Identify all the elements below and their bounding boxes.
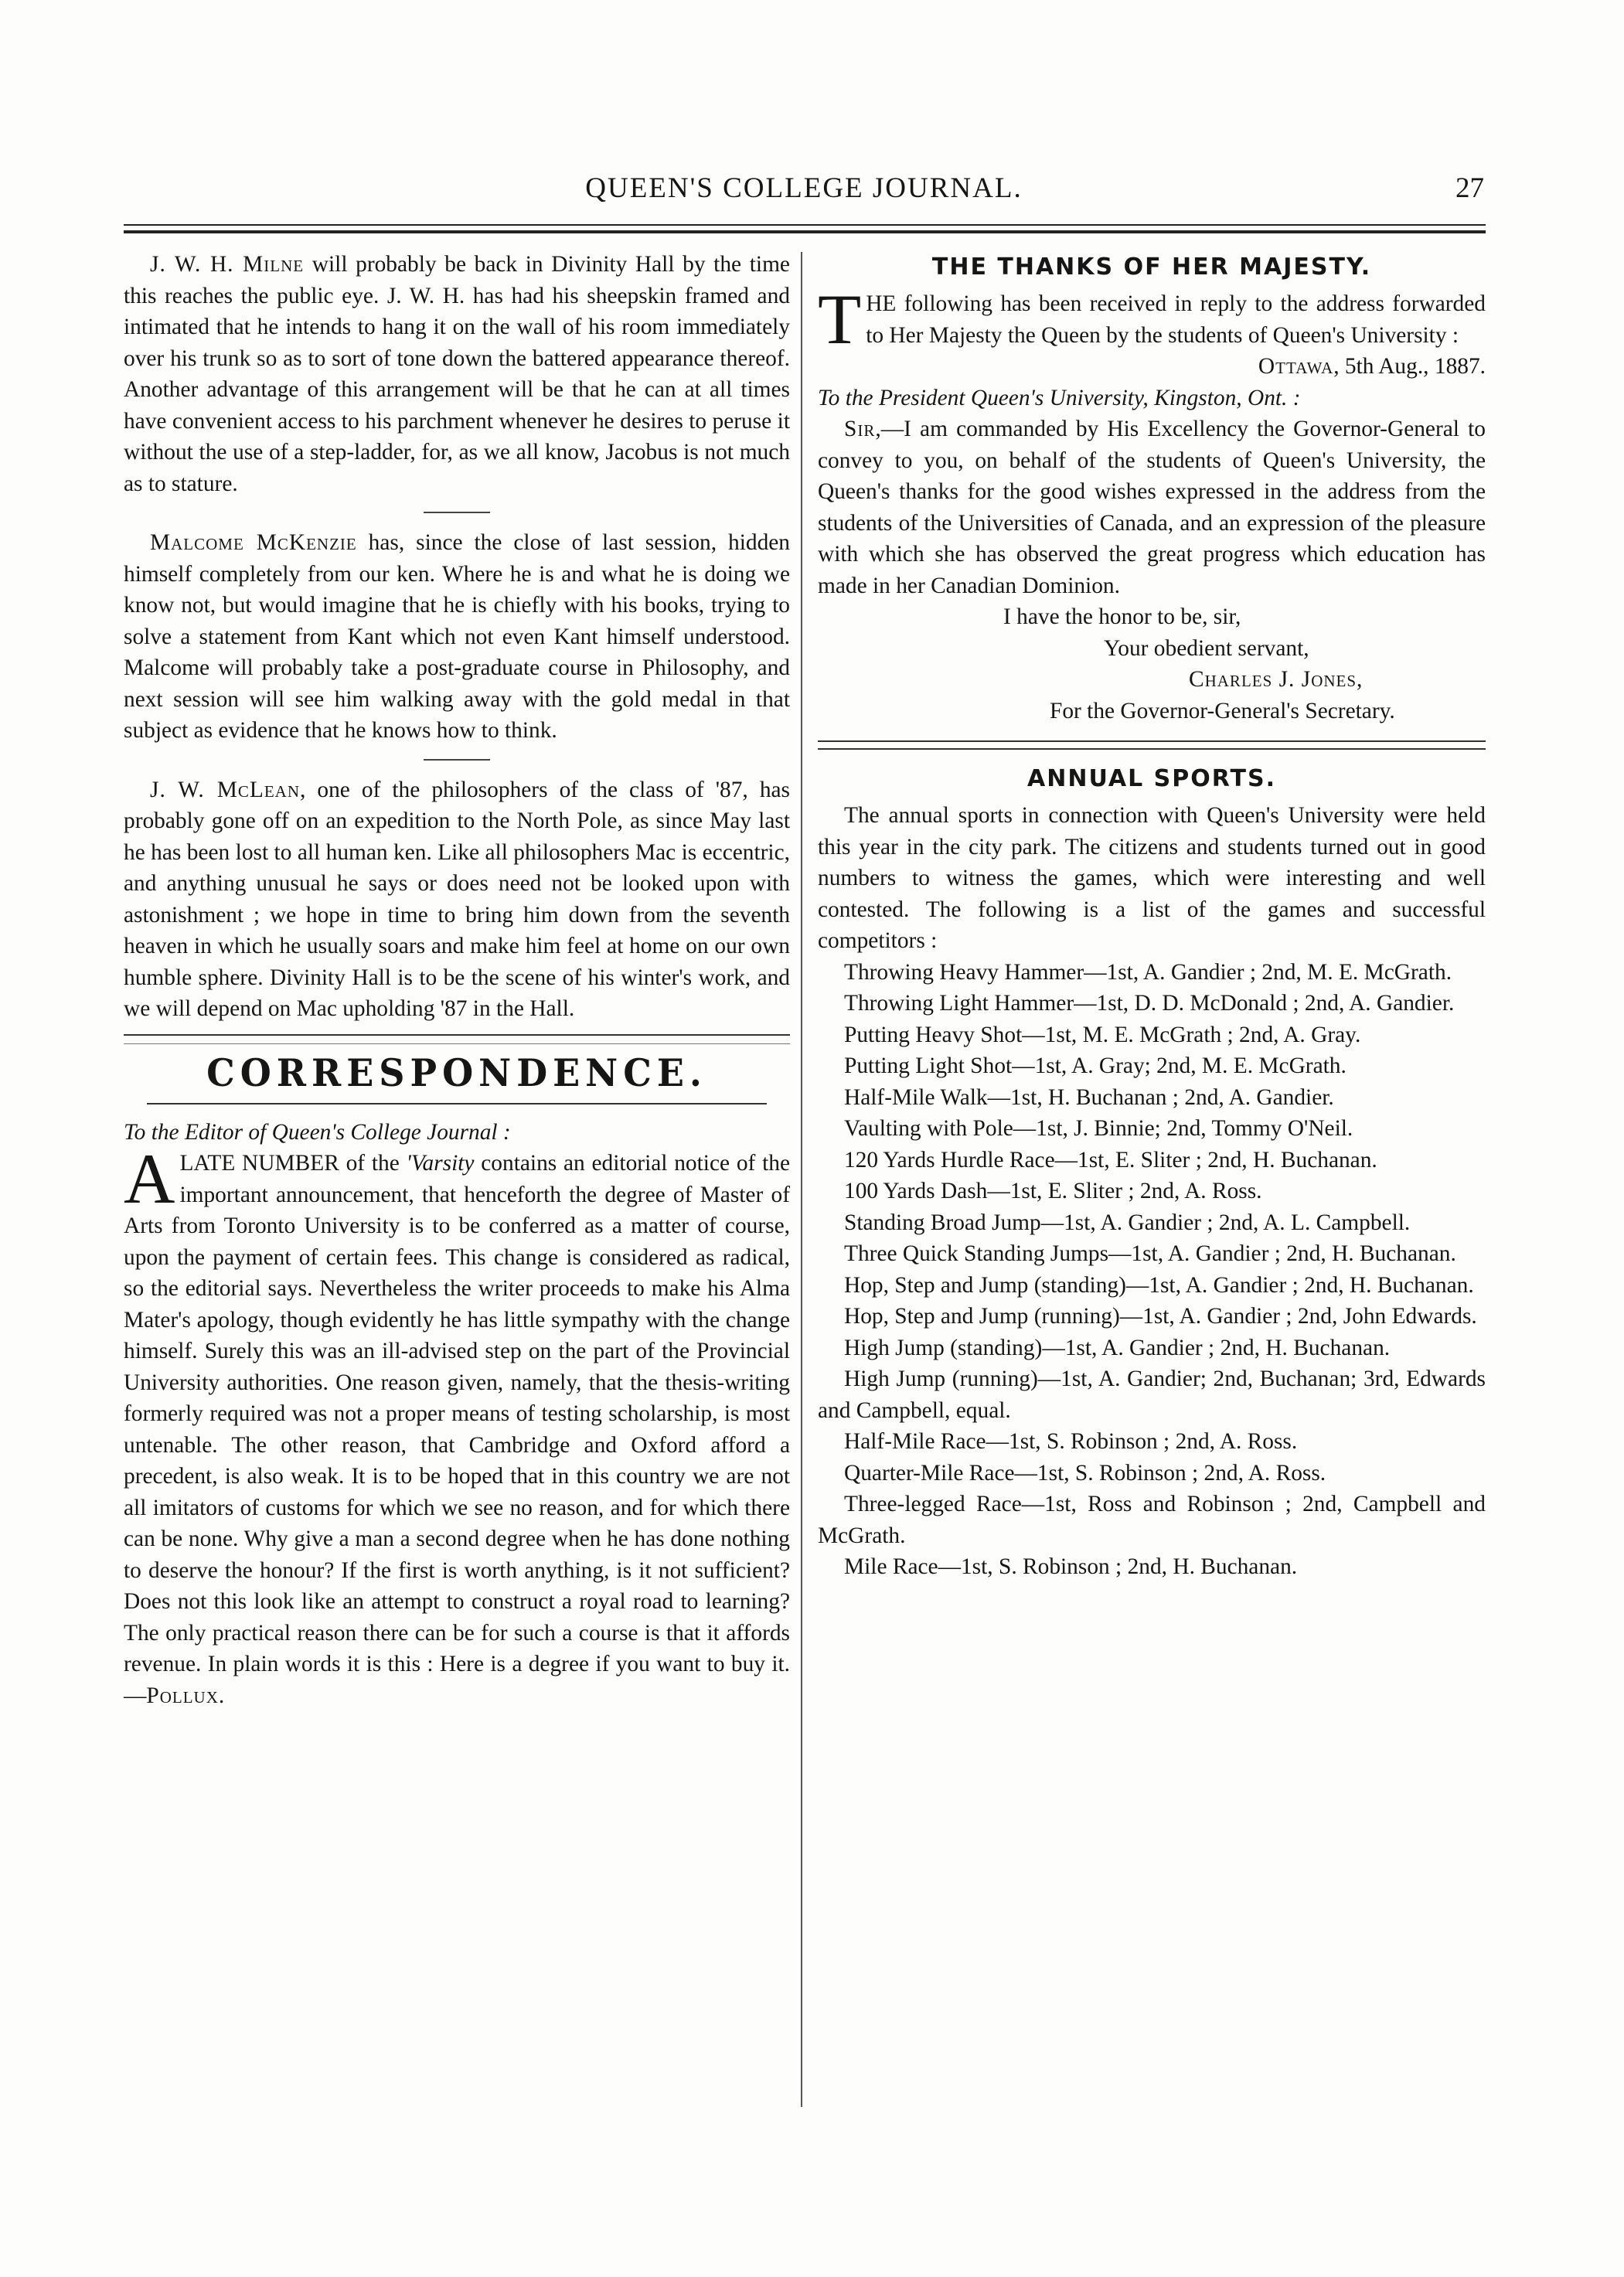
section-rule [124, 1034, 790, 1044]
header-rule-thin [124, 224, 1486, 226]
sports-result: High Jump (running)—1st, A. Gandier; 2nd, Buchanan; 3rd, Edwards and Campbell, equal. [818, 1367, 1486, 1423]
section-rule [818, 740, 1486, 750]
sports-heading: ANNUAL SPORTS. [1027, 765, 1276, 792]
sports-result: Three Quick Standing Jumps—1st, A. Gandier ; 2nd, H. Buchanan. [844, 1241, 1456, 1266]
heading-underline [147, 1103, 767, 1104]
thanks-address: To the President Queen's University, Kingston, Ont. : [818, 385, 1301, 410]
letter-salutation: To the Editor of Queen's College Journal : [124, 1119, 511, 1145]
sports-result: Mile Race—1st, S. Robinson ; 2nd, H. Buchanan. [844, 1554, 1298, 1579]
sports-result: Hop, Step and Jump (running)—1st, A. Gandier ; 2nd, John Edwards. [844, 1304, 1477, 1329]
sports-intro: The annual sports in connection with Queen's University were held this year in the city park. The citizens and students turned out in good numbers to witness the games, which were interesting and well contested. The following is a list of the games and successful competitors : [818, 803, 1486, 953]
signoff-line-1: I have the honor to be, sir, [1003, 604, 1241, 629]
sports-result: Hop, Step and Jump (standing)—1st, A. Gandier ; 2nd, H. Buchanan. [844, 1272, 1474, 1298]
correspondence-heading: CORRESPONDENCE. [206, 1050, 707, 1094]
sports-results [818, 957, 1486, 1583]
letter-signature: Pollux. [146, 1683, 226, 1708]
sports-result: Putting Light Shot—1st, A. Gray; 2nd, M. E. McGrath. [844, 1053, 1347, 1078]
item-mclean: J. W. McLean, one of the philosophers of the class of '87, has probably gone off on an expedition to the North Pole, as since May last he has been lost to all human ken. Like all philosophers Mac is eccentric, and anything unusual he says or does need not be looked upon with astonishment ; we hope in time to bring him down from the seventh heaven in which he usually soars and make him feel at home on our own humble sphere. Divinity Hall is to be the scene of his winter's work, and we will depend on Mac upholding '87 in the Hall. [124, 777, 790, 1021]
item-separator [424, 759, 490, 761]
signoff-name: Charles J. Jones, [1189, 667, 1364, 692]
thanks-heading: THE THANKS OF HER MAJESTY. [931, 254, 1372, 281]
page-header [124, 172, 1484, 210]
left-column [124, 249, 790, 1711]
item-separator [424, 512, 490, 513]
sports-result: 120 Yards Hurdle Race—1st, E. Sliter ; 2nd, H. Buchanan. [844, 1147, 1377, 1173]
sports-result: Throwing Heavy Hammer—1st, A. Gandier ; 2nd, M. E. McGrath. [844, 959, 1452, 985]
sports-result: Throwing Light Hammer—1st, D. D. McDonald ; 2nd, A. Gandier. [844, 991, 1455, 1016]
sports-result: Half-Mile Race—1st, S. Robinson ; 2nd, A. Ross. [844, 1429, 1298, 1454]
letter-body: ALATE NUMBER of the 'Varsity contains an editorial notice of the important announcement, that henceforth the degree of Master of Arts from Toronto University is to be conferred as a matter of course, upon the payment of certain fees. This change is considered as radical, so the editorial says. Nevertheless the writer proceeds to make his Alma Mater's apology, though evidently he has little sympathy with the change himself. Surely this was an ill-advised step on the part of the Provincial University authorities. One reason given, namely, that the thesis-writing formerly required was not a proper means of testing scholarship, is most untenable. The other reason, that Cambridge and Oxford afford a precedent, is also weak. It is to be hoped that in this country we are not all imitators of customs for which we see no reason, and for which there can be none. Why give a man a second degree when he has done nothing to deserve the honour? If the first is worth anything, is it not sufficient? Does not this look like an attempt to construct a royal road to learning? The only practical reason there can be for such a course is that it affords revenue. In plain words it is this : Here is a degree if you want to buy it.—Pollux. [124, 1139, 790, 1708]
sports-result: Three-legged Race—1st, Ross and Robinson ; 2nd, Campbell and McGrath. [818, 1492, 1486, 1548]
item-mckenzie: Malcome McKenzie has, since the close of last session, hidden himself completely from our ken. Where he is and what he is doing we know not, but would imagine that he is chiefly with his books, trying to solve a statement from Kant which not even Kant himself understood. Malcome will probably take a post-graduate course in Philosophy, and next session will see him walking away with the gold medal in that subject as evidence that he knows how to think. [124, 530, 790, 743]
header-rule-thick [124, 230, 1486, 233]
page-number: 27 [1455, 172, 1484, 204]
sports-result: 100 Yards Dash—1st, E. Sliter ; 2nd, A. Ross. [844, 1179, 1262, 1203]
running-head: QUEEN'S COLLEGE JOURNAL. [585, 172, 1023, 204]
sports-result: Vaulting with Pole—1st, J. Binnie; 2nd, Tommy O'Neil. [844, 1116, 1353, 1141]
sports-result: Putting Heavy Shot—1st, M. E. McGrath ; 2nd, A. Gray. [844, 1022, 1361, 1047]
item-milne: J. W. H. Milne will probably be back in Divinity Hall by the time this reaches the public eye. J. W. H. has had his sheepskin framed and intimated that he intends to hang it on the wall of his room immediately over his trunk so as to sort of tone down the battered appearance thereof. Another advantage of this arrangement will be that he can at all times have convenient access to his parchment whenever he desires to peruse it without the use of a step-ladder, for, as we all know, Jacobus is not much as to stature. [124, 252, 790, 496]
column-divider [801, 252, 802, 2107]
thanks-body: Sir,—I am commanded by His Excellency the Governor-General to convey to you, on behalf of the students of Queen's University, the Queen's thanks for the good wishes expressed in the address from the students of the Universities of Canada, and an expression of the pleasure with which she has observed the great progress which education has made in her Canadian Dominion. [818, 417, 1486, 598]
sports-result: High Jump (standing)—1st, A. Gandier ; 2nd, H. Buchanan. [844, 1335, 1391, 1360]
signoff-line-2: Your obedient servant, [1104, 635, 1309, 661]
sports-result: Half-Mile Walk—1st, H. Buchanan ; 2nd, A. Gandier. [844, 1084, 1334, 1110]
right-column [818, 249, 1486, 1583]
sports-result: Standing Broad Jump—1st, A. Gandier ; 2nd, A. L. Campbell. [844, 1210, 1411, 1235]
signoff-title: For the Governor-General's Secretary. [1050, 698, 1395, 723]
thanks-intro: THE following has been received in reply to the address forwarded to Her Majesty the Queen by the students of Queen's University : [818, 280, 1486, 359]
sports-result: Quarter-Mile Race—1st, S. Robinson ; 2nd, A. Ross. [844, 1460, 1326, 1486]
thanks-dateline: Ottawa, 5th Aug., 1887. [1258, 354, 1486, 379]
